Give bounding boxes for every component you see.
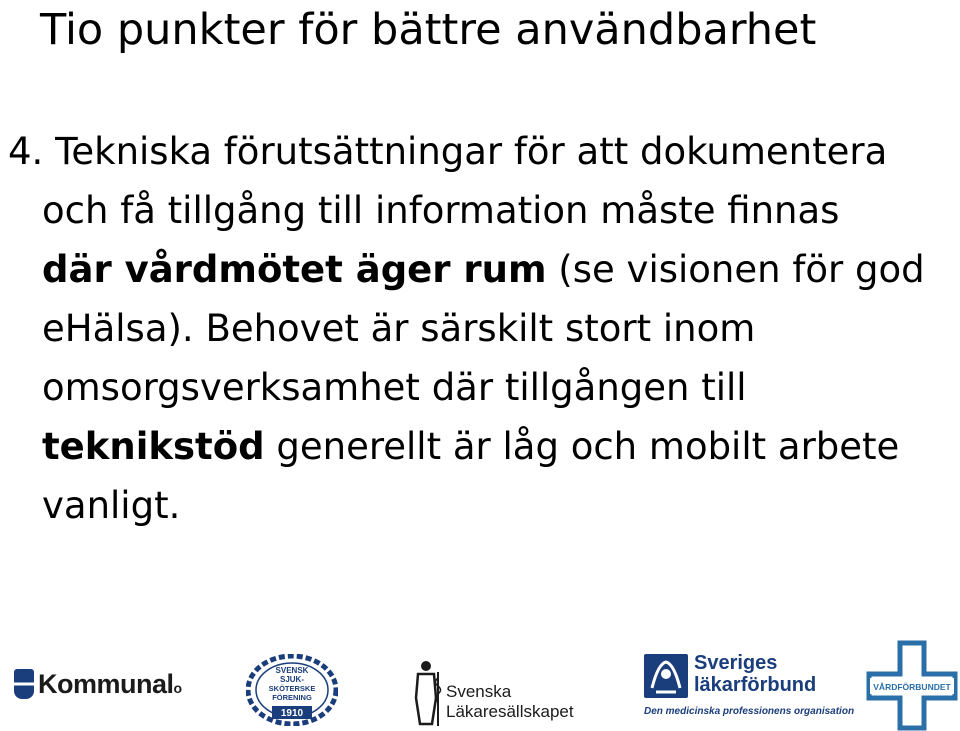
- vardforbundet-logo: [866, 640, 958, 731]
- svls-logo: [410, 658, 590, 728]
- body-segment-bold: där vårdmötet äger rum: [42, 248, 547, 291]
- ssf-logo: [246, 654, 338, 726]
- body-line-5: [8, 358, 948, 417]
- slide-title: Tio punkter för bättre användbarhet: [40, 5, 817, 55]
- body-segment: och få tillgång till information måste finnas: [42, 189, 840, 232]
- logo-row: [0, 640, 960, 731]
- kommunal-logo: [14, 664, 204, 704]
- body-line-6: [8, 417, 948, 476]
- svg-text:1910: 1910: [280, 708, 304, 719]
- body-line-7: [8, 476, 948, 535]
- body-segment: omsorgsverksamhet där tillgången till: [42, 366, 747, 409]
- svg-text:SKÖTERSKE: SKÖTERSKE: [268, 684, 316, 693]
- svg-text:SJUK-: SJUK-: [279, 675, 305, 684]
- asclepius-figure-icon: [410, 658, 442, 728]
- svlf-emblem-icon: [644, 654, 688, 698]
- body-line-3: [8, 240, 948, 299]
- body-segment: vanligt.: [42, 484, 181, 527]
- svlf-tagline: Den medicinska professionens organisation: [644, 706, 855, 717]
- svls-name-line2: Läkaresällskapet: [446, 702, 574, 721]
- body-segment: generellt är låg och mobilt arbete: [264, 425, 900, 468]
- svlf-name-line1: Sveriges: [694, 652, 778, 674]
- body-line-2: [8, 181, 948, 240]
- svls-name-line1: Svenska: [446, 682, 512, 701]
- svlf-name-line2: läkarförbund: [694, 674, 817, 696]
- svlf-logo: [644, 652, 855, 726]
- body-segment: (se visionen för god: [546, 248, 925, 291]
- kommunal-wordmark: Kommunalo: [38, 668, 182, 699]
- body-segment-bold: teknikstöd: [42, 425, 265, 468]
- slide-body: [8, 122, 948, 535]
- body-line-1: [8, 122, 948, 181]
- svg-text:VÅRDFÖRBUNDET: VÅRDFÖRBUNDET: [873, 682, 951, 692]
- svg-text:SVENSK: SVENSK: [275, 666, 309, 675]
- body-segment: eHälsa). Behovet är särskilt stort inom: [42, 307, 756, 350]
- crest-icon: [14, 669, 34, 699]
- body-line-4: [8, 299, 948, 358]
- svg-text:FÖRENING: FÖRENING: [272, 693, 312, 702]
- body-segment: 4. Tekniska förutsättningar för att dokumentera: [8, 130, 888, 173]
